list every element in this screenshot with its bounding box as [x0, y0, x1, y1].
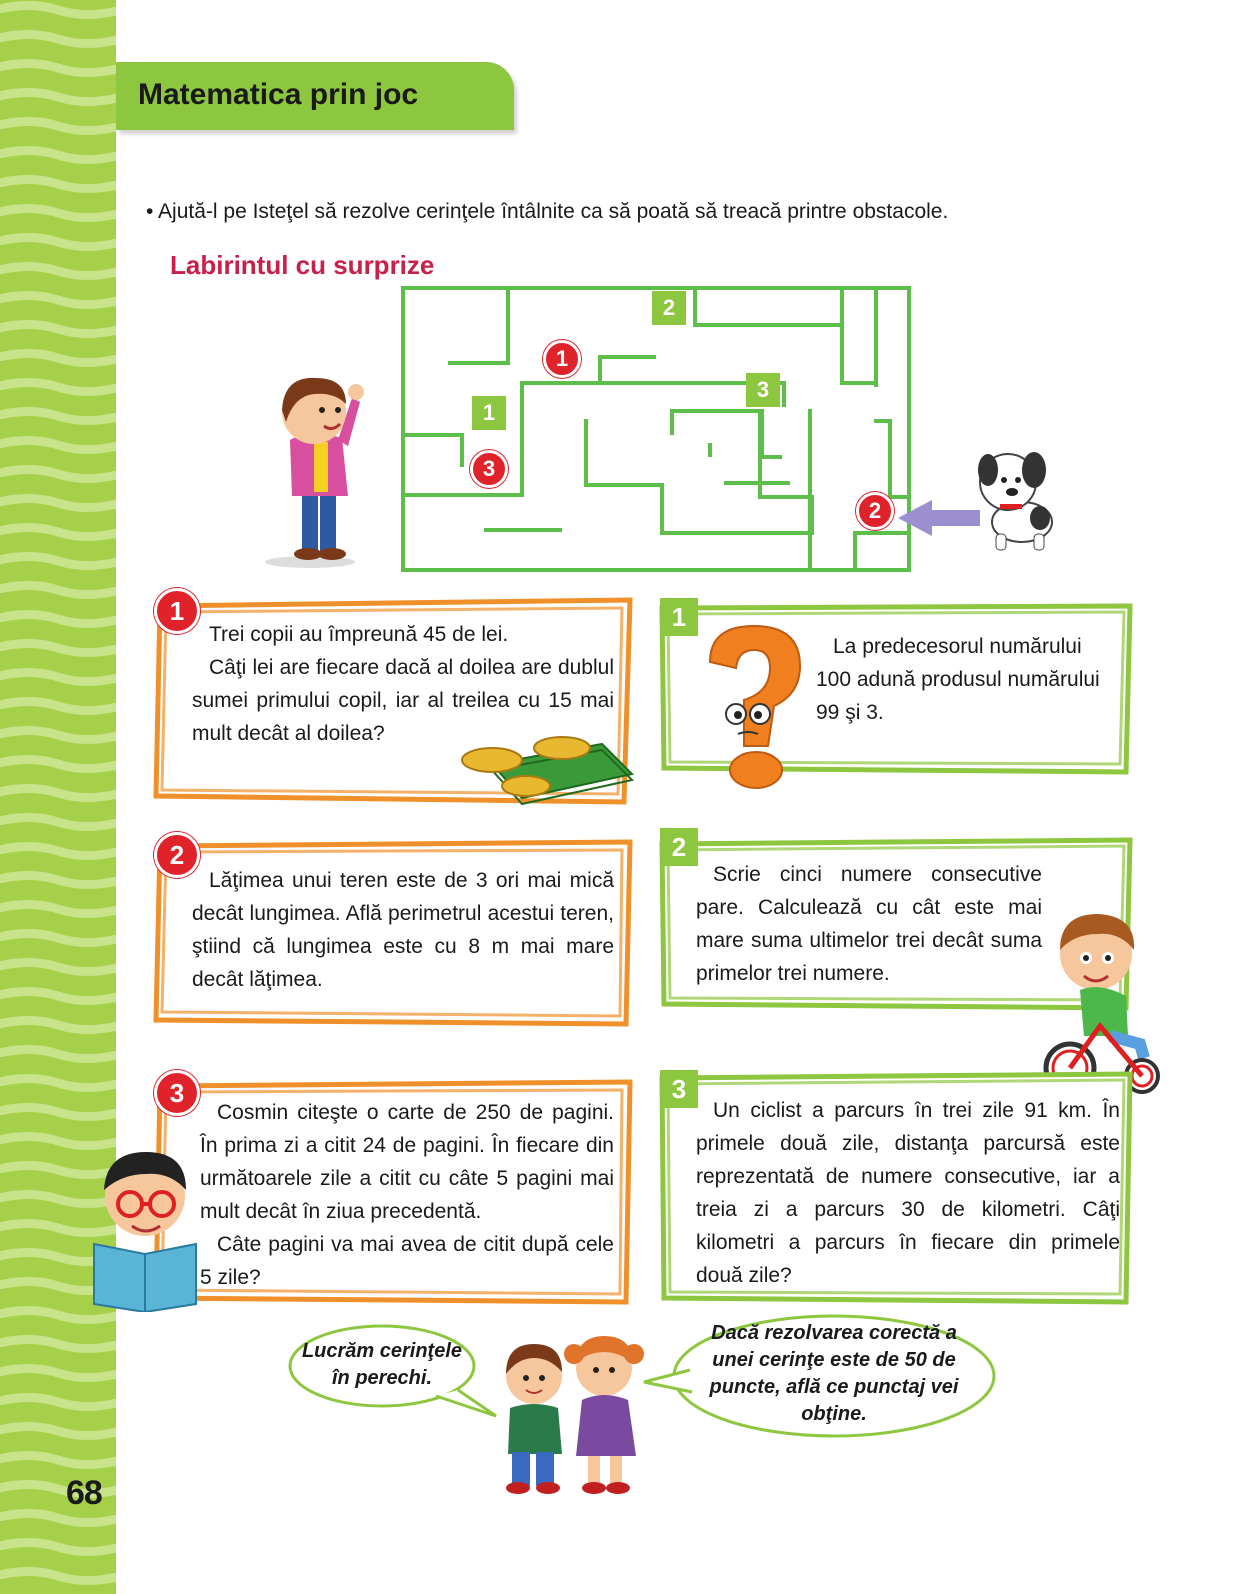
red-card-3-number: 3: [154, 1070, 200, 1116]
sidebar-stripes: [0, 0, 116, 1594]
stripe: [0, 586, 116, 595]
instruction-text: • Ajută-l pe Isteţel să rezolve cerinţele întâlnite ca să poată să treacă printre obstacole.: [146, 200, 949, 223]
stripe: [0, 673, 116, 682]
stripe: [0, 1079, 116, 1088]
red-card-2-number: 2: [154, 832, 200, 878]
stripe: [0, 93, 116, 102]
stripe: [0, 876, 116, 885]
maze-marker-green-3: 3: [746, 373, 780, 407]
stripe: [0, 1543, 116, 1552]
stripe: [0, 992, 116, 1001]
stripe: [0, 702, 116, 711]
card-text: [192, 864, 614, 996]
stripe: [0, 238, 116, 247]
green-card-3: [658, 1070, 1134, 1308]
card-paragraph: Câte pagini va mai avea de citit după cele 5 zile?: [200, 1233, 614, 1289]
green-card-1-number: 1: [660, 598, 698, 636]
maze-title: Labirintul cu surprize: [170, 250, 435, 280]
stripe: [0, 1427, 116, 1436]
card-text: [696, 858, 1042, 990]
stripe: [0, 470, 116, 479]
stripe: [0, 731, 116, 740]
red-card-3: [152, 1076, 636, 1308]
card-text: [200, 1096, 614, 1294]
card-text: [192, 618, 614, 750]
maze-marker-red-2: 2: [856, 492, 894, 530]
stripe: [0, 557, 116, 566]
stripe: [0, 267, 116, 276]
stripe: [0, 818, 116, 827]
stripe: [0, 412, 116, 421]
stripe: [0, 151, 116, 160]
stripe: [0, 35, 116, 44]
card-paragraph: Trei copii au împreună 45 de lei.: [209, 623, 509, 646]
page-title: Matematica prin joc: [138, 78, 419, 111]
stripe: [0, 760, 116, 769]
money-illustration: [452, 734, 636, 808]
stripe: [0, 1340, 116, 1349]
page-number: 68: [66, 1474, 102, 1512]
question-mark-character-illustration: [698, 622, 808, 798]
stripe: [0, 180, 116, 189]
boy-pointing-illustration: [250, 370, 370, 570]
card-text: [696, 1094, 1120, 1292]
maze-diagram: [400, 285, 960, 575]
speech-bubble-right: [640, 1312, 996, 1444]
stripe: [0, 847, 116, 856]
stripe: [0, 528, 116, 537]
stripe: [0, 354, 116, 363]
two-kids-illustration: [490, 1324, 650, 1500]
green-card-1: [658, 600, 1134, 780]
stripe: [0, 644, 116, 653]
maze-marker-red-3: 3: [470, 450, 508, 488]
stripe: [0, 64, 116, 73]
stripe: [0, 296, 116, 305]
dog-illustration: [970, 446, 1066, 556]
stripe: [0, 499, 116, 508]
stripe: [0, 1398, 116, 1407]
card-text: [816, 630, 1116, 729]
bubble-text-right: Dacă rezolvarea corectă a unei cerinţe este de 50 de puncte, află ce punctaj vei obţine.: [709, 1322, 959, 1425]
red-card-2: [152, 836, 636, 1030]
speech-bubble-left: [286, 1320, 486, 1420]
card-paragraph: La predecesorul numărului 100 adună produsul numărului 99 şi 3.: [816, 635, 1100, 724]
stripes-pattern: [0, 0, 116, 1594]
stripe: [0, 963, 116, 972]
stripe: [0, 325, 116, 334]
stripe: [0, 1456, 116, 1465]
stripe: [0, 1021, 116, 1030]
card-paragraph: Lăţimea unui teren este de 3 ori mai mică decât lungimea. Află perimetrul acestui teren, ştiind că lungimea este cu 8 m mai mare decât lăţimea.: [192, 869, 614, 991]
stripe: [0, 1572, 116, 1581]
header-tab: [116, 62, 514, 130]
stripe: [0, 441, 116, 450]
card-paragraph: Cosmin citeşte o carte de 250 de pagini. În prima zi a citit 24 de pagini. În fiecare din următoarele zile a citit cu câte 5 pagini mai mult decât în ziua precedentă.: [200, 1101, 614, 1223]
card-paragraph: Scrie cinci numere consecutive pare. Calculează cu cât este mai mare suma ultimelor trei decât suma primelor trei numere.: [696, 863, 1042, 985]
boy-reading-illustration: [90, 1144, 200, 1312]
bubble-text-left: Lucrăm cerinţele în perechi.: [301, 1340, 463, 1389]
stripe: [0, 122, 116, 131]
card-paragraph: Un ciclist a parcurs în trei zile 91 km. În primele două zile, distanţa parcursă este reprezentată de numere consecutive, iar a treia zi a parcurs 30 de kilometri. Câţi kilometri a parcurs în fiecare din primele două zile?: [696, 1099, 1120, 1287]
stripe: [0, 6, 116, 15]
card-paragraph: Câţi lei are fiecare dacă al doilea are dublul sumei primului copil, iar al treilea cu 15 mai mult decât al doilea?: [192, 656, 614, 745]
stripe: [0, 383, 116, 392]
maze-marker-red-1: 1: [543, 340, 581, 378]
stripe: [0, 789, 116, 798]
stripe: [0, 1050, 116, 1059]
stripe: [0, 1108, 116, 1117]
red-card-1-number: 1: [154, 588, 200, 634]
stripe: [0, 905, 116, 914]
stripe: [0, 209, 116, 218]
red-card-1: [152, 596, 636, 808]
stripe: [0, 1514, 116, 1523]
maze-marker-green-2: 2: [652, 291, 686, 325]
stripe: [0, 615, 116, 624]
stripe: [0, 934, 116, 943]
maze-marker-green-1: 1: [472, 396, 506, 430]
green-card-2-number: 2: [660, 828, 698, 866]
stripe: [0, 1369, 116, 1378]
green-card-3-number: 3: [660, 1070, 698, 1108]
